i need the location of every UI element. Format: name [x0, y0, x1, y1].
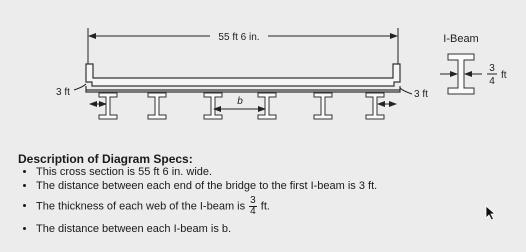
fraction-denominator: 4 — [250, 206, 256, 217]
spec-web-thickness-prefix: The thickness of each web of the I-beam is — [36, 200, 246, 213]
i-beam — [258, 93, 276, 119]
spec-web-thickness-suffix: ft. — [260, 200, 270, 213]
i-beam — [366, 93, 384, 119]
i-beam — [204, 93, 222, 119]
spacing-dimension — [214, 96, 265, 109]
width-label: 55 ft 6 in. — [218, 32, 260, 43]
spec-web-thickness — [36, 196, 506, 217]
web-thickness-denominator: 4 — [489, 76, 495, 87]
spec-beam-spacing: • The distance between each I-beam is b. — [36, 223, 506, 235]
web-thickness-numerator: 3 — [489, 63, 495, 74]
description-title: Description of Diagram Specs: — [18, 152, 193, 166]
i-beam-title: I-Beam — [443, 33, 479, 45]
bridge-deck — [86, 64, 400, 92]
web-thickness-fraction — [249, 196, 257, 217]
i-beam — [99, 93, 117, 119]
i-beam — [148, 93, 166, 119]
fraction-numerator: 3 — [250, 195, 256, 206]
spacing-label: b — [237, 96, 243, 107]
web-thickness-unit: ft — [501, 70, 507, 81]
i-beam-detail — [440, 33, 507, 94]
i-beam — [314, 93, 332, 119]
mouse-pointer-icon — [485, 205, 499, 221]
left-edge-label: 3 ft — [56, 87, 70, 98]
spec-width: • This cross section is 55 ft 6 in. wide. — [36, 166, 506, 178]
spec-end-distance: • The distance between each end of the bridge to the first I-beam is 3 ft. — [36, 180, 506, 192]
spec-list — [18, 166, 506, 237]
right-edge-label: 3 ft — [414, 89, 428, 100]
width-dimension — [88, 28, 398, 64]
